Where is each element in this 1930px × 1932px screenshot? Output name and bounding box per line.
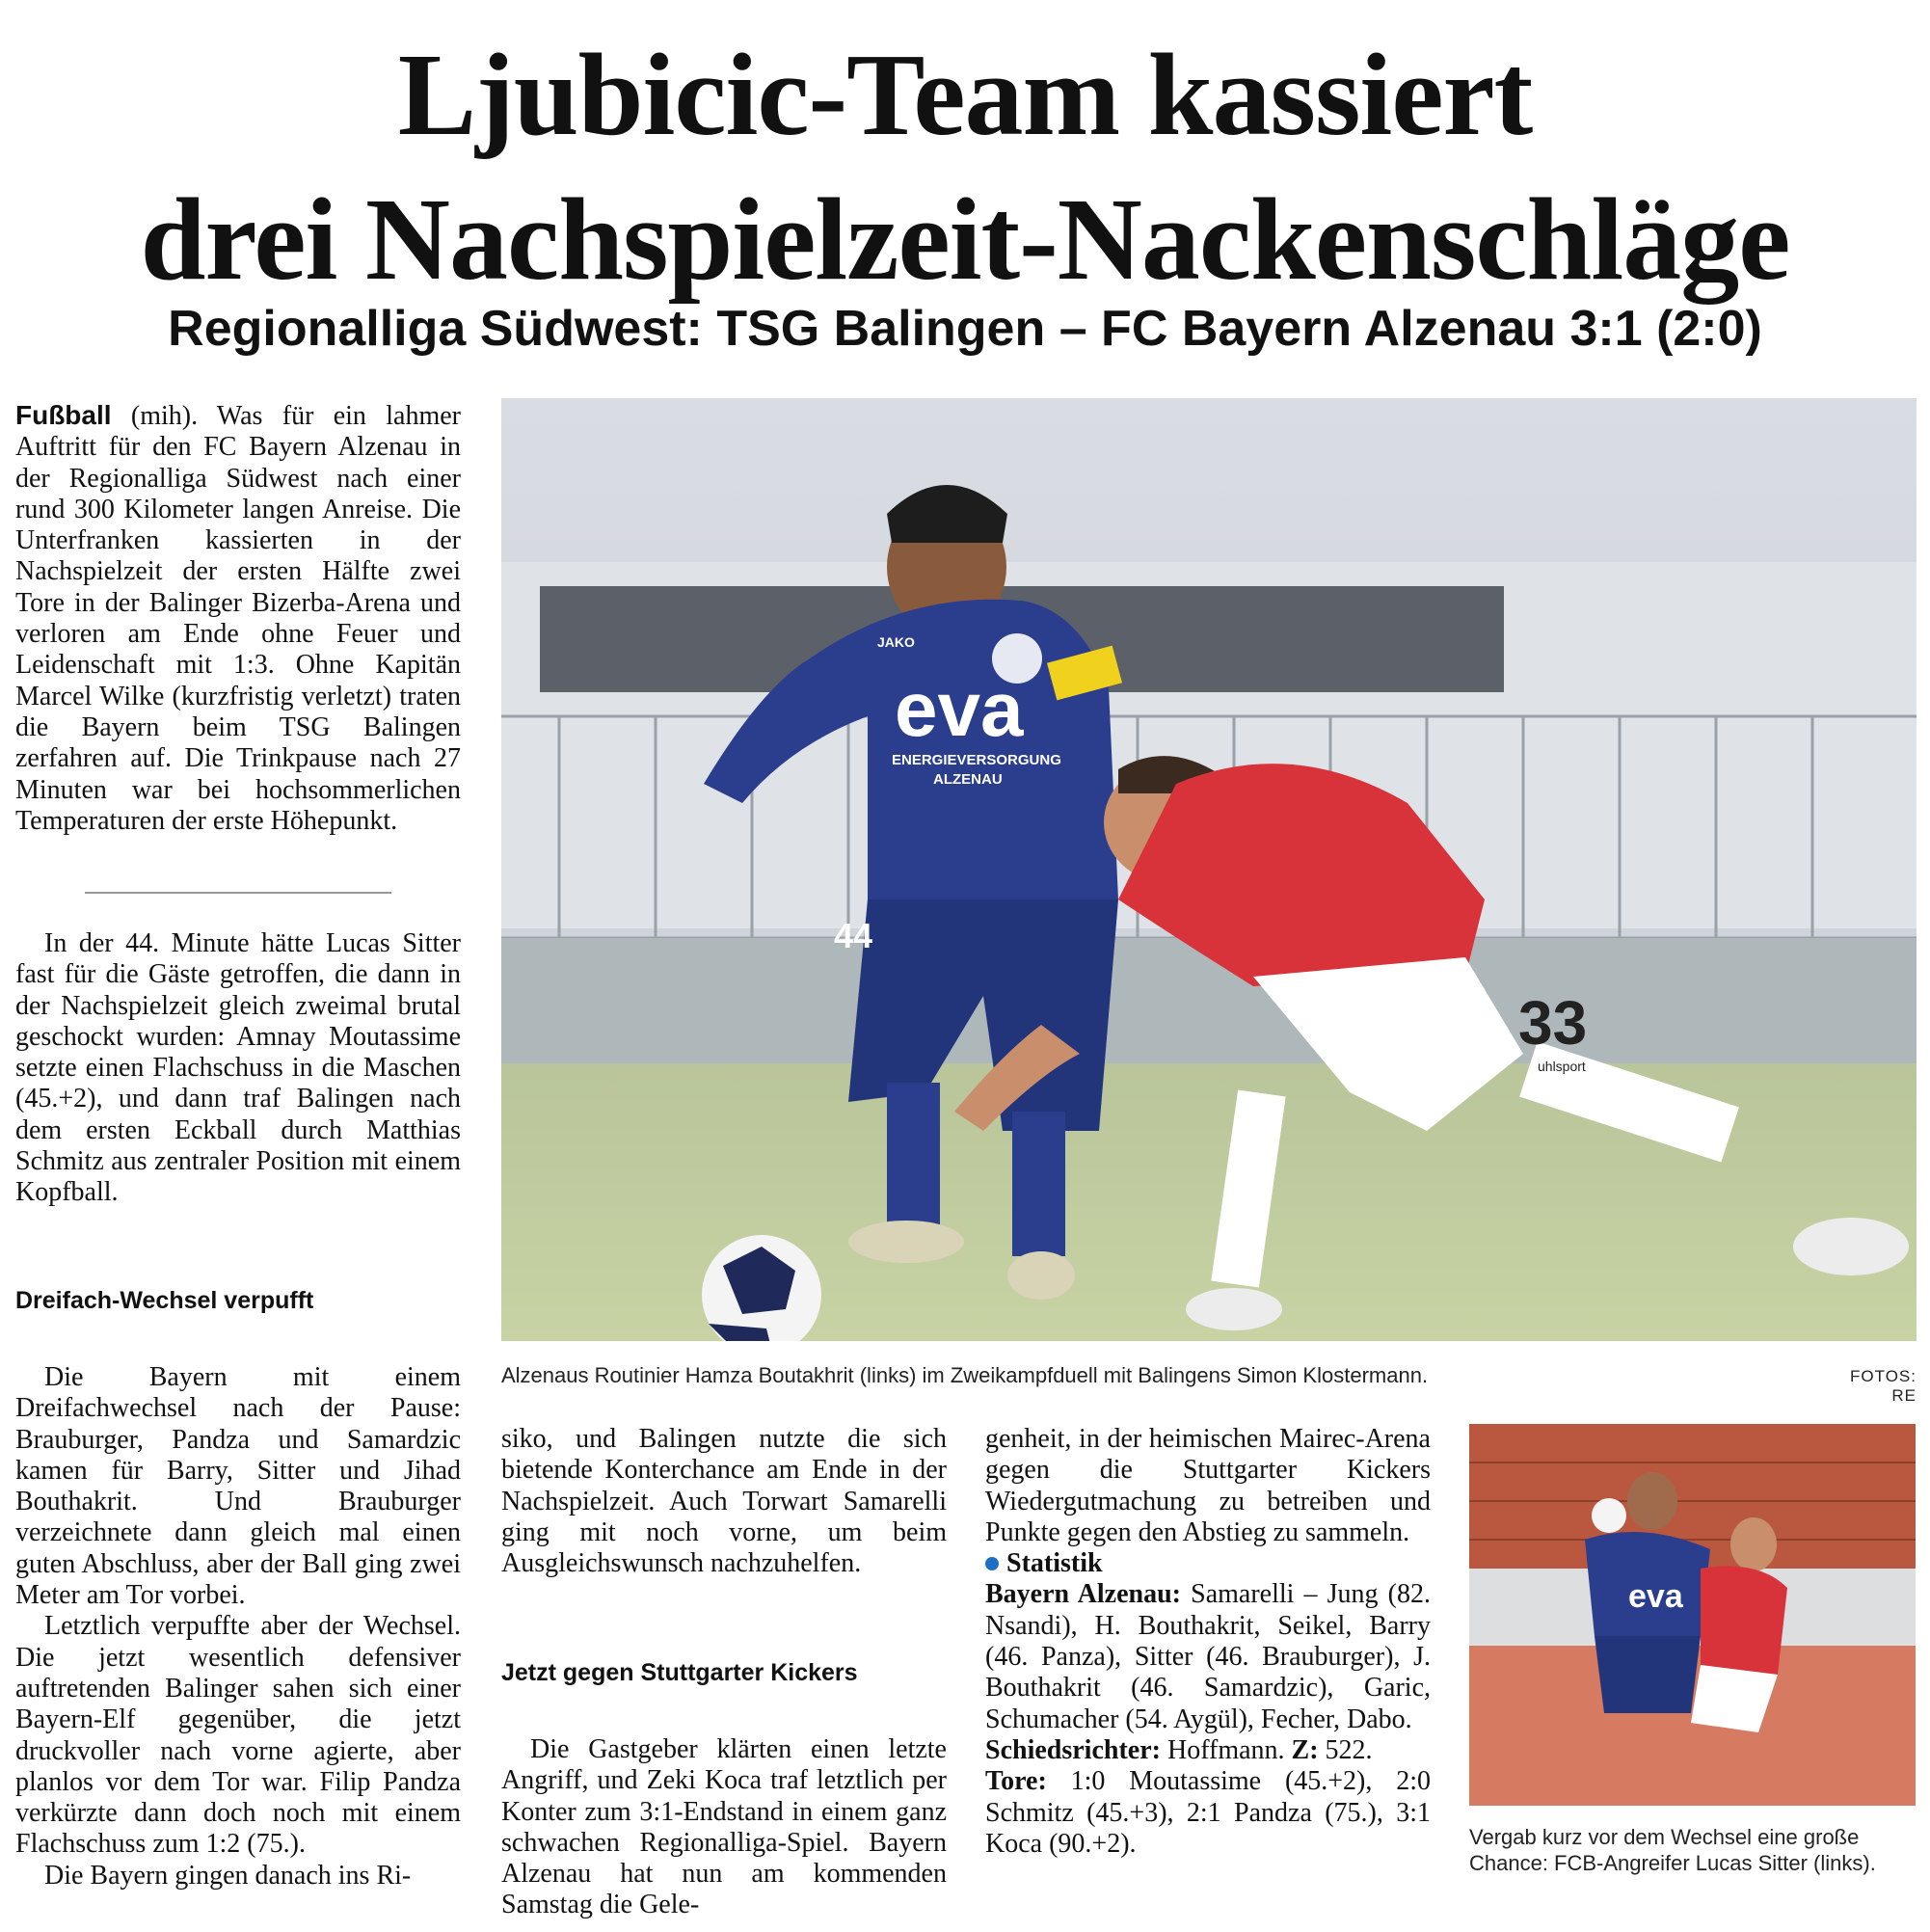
main-photo-caption: Alzenaus Routinier Hamza Boutakhrit (links) im Zweikampfduell mit Balingens Simon Klostermann. [501, 1363, 1429, 1387]
small-photo-image [1469, 1424, 1916, 1806]
headline-line-1: Ljubicic-Team kassiert [397, 30, 1533, 160]
article-col1-lower [15, 1362, 461, 1892]
article-intro [15, 400, 461, 837]
statistics-bullet-icon [985, 1557, 999, 1570]
statistics-referee: Schiedsrichter: Hoffmann. Z: 522. [985, 1734, 1373, 1765]
article-para-5: Die Bayern gingen danach ins Ri- [44, 1860, 412, 1891]
lead-text: (mih). Was für ein lahmer Auftritt für den FC Bayern Alzenau in der Regionalliga Südwest nach einer rund 300 Kilometer langen Anreise. Die Unterfranken kassierten in der Nachspielzeit der ersten Hälfte zwei Tore in der Balinger Bizerba-Arena und verloren am Ende ohne Feuer und Leidenschaft mit 1:3. Ohne Kapitän Marcel Wilke (kurzfristig verletzt) traten die Bayern beim TSG Balingen zerfahren auf. Die Trinkpause nach 27 Minuten war bei hochsommerlichen Temperaturen der erste Höhepunkt. [15, 401, 461, 836]
blue-sponsor-sub: ENERGIEVERSORGUNG [892, 752, 1061, 768]
blue-number: 44 [834, 916, 873, 955]
article-subhead-dreifach: Dreifach-Wechsel verpufft [15, 1287, 314, 1314]
photo-credit: FOTOS: RE [1850, 1367, 1917, 1405]
small-photo-sponsor: eva [1628, 1578, 1683, 1615]
section-divider [85, 892, 391, 894]
article-col3-para-1: genheit, in der heimischen Mairec-Arena gegen die Stuttgarter Kickers Wiedergutmachung zu betreiben und Punkte gegen den Abstieg zu sammeln. [985, 1424, 1431, 1547]
article-subhead-kickers: Jetzt gegen Stuttgarter Kickers [501, 1659, 858, 1686]
headline-line-2: drei Nachspielzeit-Nackenschläge [140, 174, 1790, 305]
statistics-heading: Statistik [985, 1548, 1431, 1579]
small-photo [1469, 1424, 1916, 1806]
article-para-4: Letztlich verpuffte aber der Wechsel. Die jetzt wesentlich defensiver auftretenden Balinger sahen sich einer Bayern-Elf gegenüber, die jetzt druckvoller nach vorne agierte, aber planlos vor dem Tor war. Filip Pandza verkürzte dann doch noch mit einem Flachschuss zum 1:2 (75.). [15, 1611, 461, 1860]
blue-brand: JAKO [877, 634, 915, 650]
red-number: 33 [1518, 988, 1588, 1058]
article-col2-top [501, 1424, 947, 1579]
blue-sponsor-city: ALZENAU [933, 771, 1003, 788]
article-col2-para-1: siko, und Balingen nutzte die sich bietende Konterchance am Ende in der Nachspielzeit. Auch Torwart Samarelli ging mit noch vorne, um beim Ausgleichswunsch nachzuhelfen. [501, 1424, 947, 1579]
article-col3 [985, 1424, 1431, 1860]
article-col2-bottom [501, 1734, 947, 1921]
main-photo [501, 398, 1917, 1341]
statistics-goals: Tore: 1:0 Moutassime (45.+2), 2:0 Schmitz (45.+3), 2:1 Pandza (75.), 3:1 Koca (90.+2). [985, 1766, 1431, 1859]
lead-tag: Fußball [15, 400, 112, 430]
main-photo-image [501, 398, 1917, 1341]
article-para-3: Die Bayern mit einem Dreifachwechsel nach der Pause: Brauburger, Pandza und Samardzic kamen für Barry, Sitter und Jihad Bouthakrit. Und Brauburger verzeichnete dann gleich mal einen guten Abschluss, aber der Ball ging zwei Meter am Tor vorbei. [15, 1362, 461, 1611]
red-brand: uhlsport [1538, 1059, 1586, 1074]
headline [0, 23, 1930, 312]
article-para-2: In der 44. Minute hätte Lucas Sitter fast für die Gäste getroffen, die dann in der Nachspielzeit gleich zweimal brutal geschockt wurden: Amnay Moutassime setzte einen Flachschuss in die Maschen (45.+2), und dann traf Balingen nach dem ersten Eckball durch Matthias Schmitz aus zentraler Position mit einem Kopfball. [15, 928, 461, 1208]
statistics-lineup: Bayern Alzenau: Samarelli – Jung (82. Nsandi), H. Bouthakrit, Seikel, Barry (46. Panza), Sitter (46. Brauburger), J. Bouthakrit (46. Samardzic), Garic, Schumacher (54. Aygül), Fecher, Dabo. [985, 1579, 1431, 1734]
small-photo-caption: Vergab kurz vor dem Wechsel eine große Chance: FCB-Angreifer Lucas Sitter (links). [1469, 1825, 1876, 1875]
blue-sponsor: eva [895, 666, 1024, 752]
article-col2-para-2: Die Gastgeber klärten einen letzte Angriff, und Zeki Koca traf letztlich per Konter zum 3:1-Endstand in einem ganz schwachen Regionalliga-Spiel. Bayern Alzenau hat nun am kommenden Samstag die Gele- [501, 1734, 947, 1920]
subheadline: Regionalliga Südwest: TSG Balingen – FC Bayern Alzenau 3:1 (2:0) [168, 301, 1762, 357]
